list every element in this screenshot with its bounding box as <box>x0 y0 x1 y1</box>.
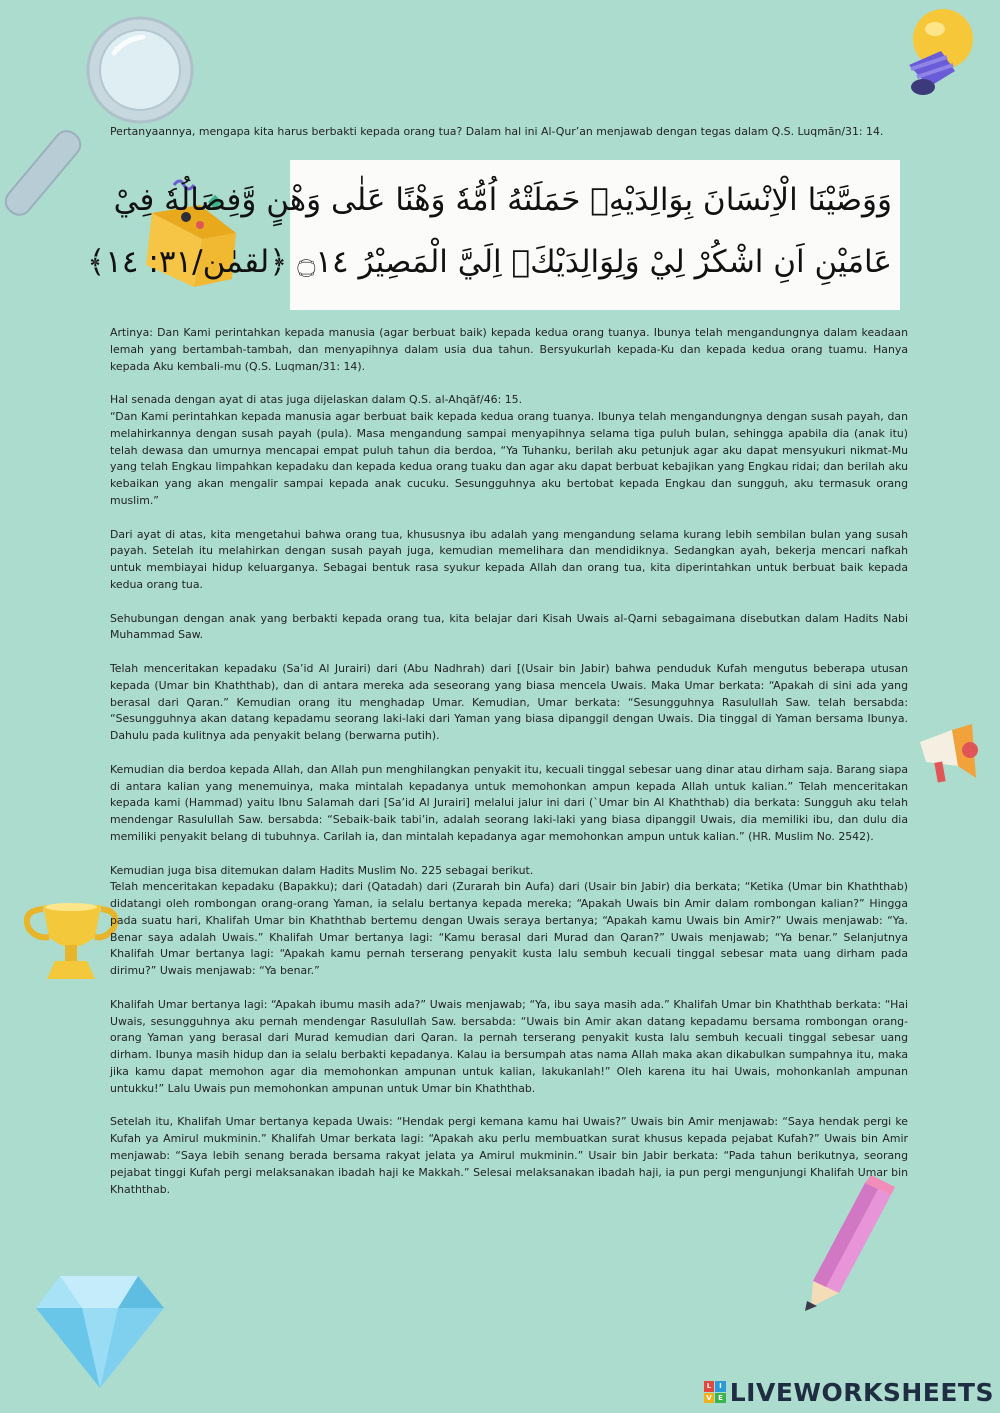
megaphone-icon <box>912 722 982 792</box>
ahqaf-intro: Hal senada dengan ayat di atas juga dijelaskan dalam Q.S. al-Ahqāf/46: 15. <box>110 393 523 407</box>
liveworksheets-logo-mark: L I V E <box>704 1381 726 1403</box>
hadith-paragraph-5: Setelah itu, Khalifah Umar bertanya kepada Uwais: “Hendak pergi kemana kamu hai Uwais?” Uwais bin Amir menjawab: “Saya hendak pergi ke Kufah ya Amirul mukminin.” Khalifah Umar berkata lagi: “Apakah aku perlu membuatkan surat khusus kepada pejabat Kufah?” Uwais bin Amir menjawab: “Saya lebih senang berada bersama rakyat jelata ya Amirul mukminin.” Usair bin Jabir berkata: “Pada tahun berikutnya, seorang pejabat tinggi Kufah pergi melaksanakan ibadah haji ke Makkah.” Selesai melaksanakan ibadah haji, ia pun pergi mengunjungi Khalifah Umar bin Khaththab. <box>110 1115 908 1196</box>
explanation-paragraph: Dari ayat di atas, kita mengetahui bahwa orang tua, khususnya ibu adalah yang mengandung selama kurang lebih sembilan bulan yang susah payah. Setelah itu melahirkan dengan susah payah juga, kemudian memelihara dan mendidiknya. Sedangkan ayah, bekerja mencari nafkah untuk membiayai hidup keluarganya. Sebagai bentuk rasa syukur kepada Allah dan orang tua, kita diperintahkan untuk berbuat baik kepada kedua orang tua. <box>110 527 908 591</box>
hadith-paragraph-1: Telah menceritakan kepadaku (Sa’id Al Jurairi) dari (Abu Nadhrah) dari [(Usair bin Jabir) bahwa penduduk Kufah mengutus beberapa utusan kepada (Umar bin Khaththab), dan di antara mereka ada seseorang yang biasa mencela Uwais. Maka Umar berkata: “Apakah di sini ada yang berasal dari Qaran.” Kemudian orang itu menghadap Umar. Kemudian, Umar berkata: “Sesungguhnya Rasulullah Saw. telah bersabda: “Sesungguhnya akan datang kepadamu seorang laki-laki dari Yaman yang biasa dipanggil dengan Uwais. Dia tinggal di Yaman bersama Ibunya. Dahulu pada kulitnya ada penyakit belang (berwarna putih). <box>110 661 908 743</box>
hadith-muslim-225-intro: Kemudian juga bisa ditemukan dalam Hadits Muslim No. 225 sebagai berikut. <box>110 863 534 877</box>
trophy-icon <box>15 895 125 990</box>
arabic-verse-line-2: عَامَيْنِ اَنِ اشْكُرْ لِيْ وَلِوَالِدَيْكَۗ اِلَيَّ الْمَصِيْرُ ۝١٤ ﴿لقمٰن/٣١: ١٤﴾ <box>87 244 892 280</box>
ahqaf-translation: “Dan Kami perintahkan kepada manusia agar berbuat baik kepada kedua orang tuanya. Ibunya telah mengandungnya dengan susah payah, dan melahirkannya dengan susah payah (pula). Masa mengandung sampai menyapihnya selama tiga puluh bulan, sehingga apabila dia (anak itu) telah dewasa dan umurnya mencapai empat puluh tahun dia berdoa, “Ya Tuhanku, berilah aku petunjuk agar aku dapat mensyukuri nikmat-Mu yang telah Engkau limpahkan kepadaku dan kepada kedua orang tuaku dan agar aku dapat berbuat kebajikan yang Engkau ridai; dan berilah aku kebaikan yang akan mengalir sampai kepada anak cucuku. Sesungguhnya aku bertobat kepada Engkau dan sungguh, aku termasuk orang muslim.” <box>110 409 908 507</box>
diamond-icon <box>30 1268 170 1393</box>
liveworksheets-wordmark: LIVEWORKSHEETS <box>729 1377 994 1407</box>
liveworksheets-logo <box>704 1377 994 1407</box>
intro-question: Pertanyaannya, mengapa kita harus berbakti kepada orang tua? Dalam hal ini Al-Qur’an menjawab dengan tegas dalam Q.S. Luqmān/31: 14. <box>110 125 884 138</box>
arabic-verse-line-1: وَوَصَّيْنَا الْاِنْسَانَ بِوَالِدَيْهِۚ حَمَلَتْهُ اُمُّهٗ وَهْنًا عَلٰى وَهْنٍ وَّفِصَالُهٗ فِيْ <box>113 182 892 218</box>
quran-verse-box <box>87 160 900 310</box>
uwais-intro-paragraph: Sehubungan dengan anak yang berbakti kepada orang tua, kita belajar dari Kisah Uwais al-Qarni sebagaimana disebutkan dalam Hadits Nabi Muhammad Saw. <box>110 611 908 642</box>
hadith-paragraph-3: Telah menceritakan kepadaku (Bapakku); dari (Qatadah) dari (Zurarah bin Aufa) dari (Usair bin Jabir) dia berkata; “Ketika (Umar bin Khaththab) didatangi oleh rombongan orang-orang Yaman, ia selalu bertanya kepada mereka; “Apakah Uwais bin Amir dalam rombongan kalian?” Hingga pada suatu hari, Khalifah Umar bin Khaththab bertemu dengan Uwais seraya bertanya; “Apakah kamu Uwais bin Amir?” Uwais menjawab: “Ya. Benar saya adalah Uwais.” Khalifah Umar bertanya lagi: “Kamu berasal dari Murad dan Qaran?” Uwais menjawab; “Ya benar.” Selanjutnya Khalifah Umar bertanya lagi: “Apakah kamu pernah terserang penyakit kusta lalu sembuh kecuali tinggal sebesar mata uang dirham pada dirimu?” Uwais menjawab: “Ya benar.” <box>110 880 908 978</box>
hadith-paragraph-2: Kemudian dia berdoa kepada Allah, dan Allah pun menghilangkan penyakit itu, kecuali tinggal sebesar uang dinar atau dirham saja. Barang siapa di antara kalian yang menemuinya, maka mintalah kepadanya untuk memohonkan ampun kepada Allah untuk kalian.” Telah menceritakan kepada kami (Hammad) yaitu Ibnu Salamah dari [Sa’id Al Jurairi] melalui jalur ini dari (`Umar bin Al Khaththab) dia berkata: Sungguh aku telah mendengar Rasulullah Saw. bersabda: “Sebaik-baik tabi’in, adalah seorang laki-laki yang biasa dipanggil Uwais, dia memiliki ibu, dan dulu dia memiliki penyakit belang di tubuhnya. Carilah ia, dan mintalah kepadanya agar memohonkan ampun untuk kalian.” (HR. Muslim No. 2542). <box>110 762 908 843</box>
hadith-paragraph-4: Khalifah Umar bertanya lagi: “Apakah ibumu masih ada?” Uwais menjawab; “Ya, ibu saya masih ada.” Khalifah Umar bin Khaththab berkata: “Hai Uwais, sesungguhnya aku pernah mendengar Rasulullah Saw. bersabda: “Uwais bin Amir akan datang kepadamu bersama rombongan orang-orang Yaman yang berasal dari Murad kemudian dari Qaran. Ia pernah terserang penyakit kusta lalu sembuh kecuali tinggal sebesar uang dirham. Ibunya masih hidup dan ia selalu berbakti kepadanya. Kalau ia bersumpah atas nama Allah maka akan dikabulkan sumpahnya itu, maka jika kamu dapat memohon agar dia memohonkan ampunan untuk kalian, lakukanlah!” Oleh karena itu hai Uwais, mohonkanlah ampunan untukku!” Lalu Uwais pun memohonkan ampunan untuk Umar bin Khaththab. <box>110 997 908 1095</box>
light-bulb-icon <box>895 5 985 105</box>
body-text <box>110 325 908 1198</box>
translation-paragraph: Artinya: Dan Kami perintahkan kepada manusia (agar berbuat baik) kepada kedua orang tuanya. Ibunya telah mengandungnya dalam keadaan lemah yang bertambah-tambah, dan menyapihnya dalam usia dua tahun. Bersyukurlah kepada-Ku dan kepada kedua orang tuamu. Hanya kepada Aku kembali-mu (Q.S. Luqman/31: 14). <box>110 326 908 373</box>
